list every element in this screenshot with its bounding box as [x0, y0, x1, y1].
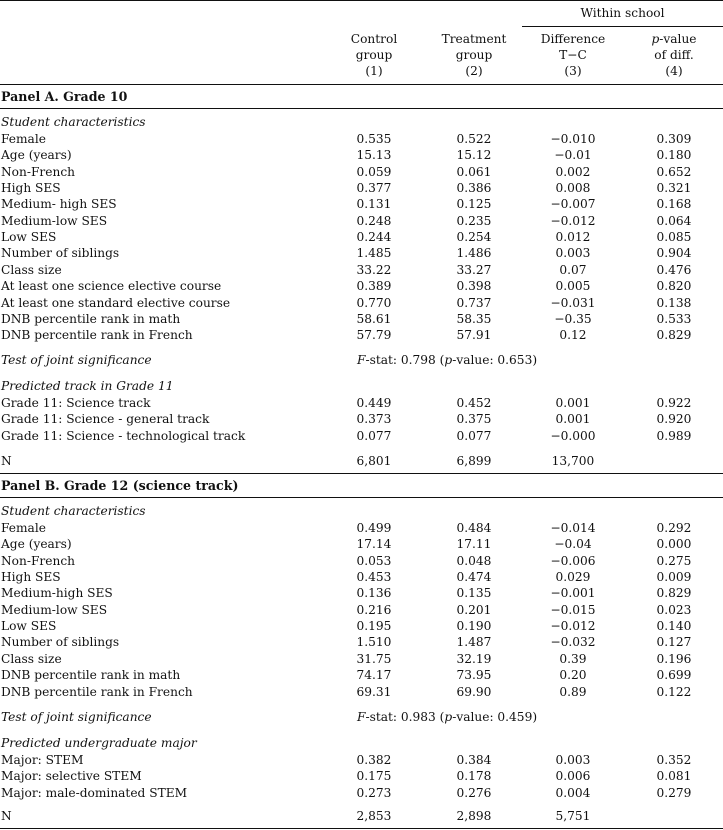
col2-value: 0.398 — [456, 279, 492, 294]
col3-value: 0.001 — [555, 412, 591, 427]
col4-value: 0.122 — [656, 684, 692, 699]
col1-value: 0.273 — [356, 785, 392, 800]
col4-value: 0.127 — [656, 635, 692, 650]
panel-b-joint-row — [0, 709, 723, 725]
f-italic: F — [357, 353, 366, 367]
row-label: Major: male-dominated STEM — [1, 785, 188, 800]
col1-value: 31.75 — [356, 651, 392, 666]
col3-value: 0.89 — [559, 684, 587, 699]
col1-value: 17.14 — [356, 537, 392, 552]
table-row — [0, 196, 723, 212]
col1-value: 69.31 — [356, 684, 392, 699]
table-row — [0, 395, 723, 411]
section-title: Student characteristics — [1, 504, 146, 518]
row-label: Low SES — [1, 619, 57, 634]
col1-value: 0.053 — [356, 553, 392, 568]
panel-b-n-row — [0, 808, 723, 824]
col3-value: −0.015 — [550, 602, 596, 617]
panel-a-student-section — [0, 114, 723, 130]
table-row — [0, 651, 723, 667]
col4-value: 0.168 — [656, 197, 692, 212]
col-header-2-line1: Treatment — [441, 32, 507, 46]
table-row — [0, 278, 723, 294]
n-label: N — [1, 454, 12, 468]
col4-value: 0.922 — [656, 396, 692, 410]
col3-value: −0.007 — [550, 197, 596, 212]
col2-value: 0.522 — [456, 132, 492, 146]
col2-value: 0.484 — [456, 521, 492, 535]
table-row — [0, 245, 723, 261]
bottom-rule — [0, 828, 723, 829]
col4-value: 0.081 — [656, 769, 692, 784]
col-header-4 — [630, 31, 718, 79]
n-col3: 5,751 — [555, 809, 591, 823]
row-label: Female — [1, 521, 46, 535]
col2-value: 57.91 — [456, 328, 492, 343]
col3-value: 0.012 — [555, 230, 591, 245]
joint-test-label: Test of joint significance — [1, 353, 152, 367]
col4-value: 0.829 — [656, 586, 692, 601]
col-header-1-line2: group — [355, 48, 393, 62]
col1-value: 0.535 — [356, 132, 392, 146]
col-header-1-line1: Control — [350, 32, 398, 46]
table-row — [0, 311, 723, 327]
col2-value: 0.254 — [456, 230, 492, 245]
col3-value: −0.04 — [554, 537, 592, 552]
col4-value: 0.309 — [656, 132, 692, 146]
col3-value: −0.032 — [550, 635, 596, 650]
col3-value: −0.014 — [550, 521, 596, 535]
table-row — [0, 295, 723, 311]
section-title: Predicted undergraduate major — [1, 736, 197, 750]
col3-value: 0.003 — [555, 753, 591, 767]
col1-value: 1.510 — [356, 635, 392, 650]
row-label: Class size — [1, 262, 62, 277]
col2-value: 0.384 — [456, 753, 492, 767]
row-label: Non-French — [1, 553, 75, 568]
table-row — [0, 164, 723, 180]
table-row — [0, 602, 723, 618]
col4-value: 0.321 — [656, 181, 692, 196]
col2-value: 58.35 — [456, 311, 492, 326]
p-italic: p — [444, 710, 453, 724]
row-label: High SES — [1, 570, 61, 585]
row-label: Non-French — [1, 164, 75, 179]
col2-value: 0.386 — [456, 181, 492, 196]
col4-value: 0.085 — [656, 230, 692, 245]
col1-value: 1.485 — [356, 246, 392, 261]
table-row — [0, 768, 723, 784]
col4-value: 0.292 — [656, 521, 692, 535]
col3-value: 0.003 — [555, 246, 591, 261]
col1-value: 0.382 — [356, 753, 392, 767]
p-italic: p — [651, 32, 660, 46]
table-row — [0, 428, 723, 444]
table-row — [0, 180, 723, 196]
col3-value: −0.012 — [550, 213, 596, 228]
col3-value: 0.12 — [559, 328, 587, 343]
col4-value: 0.820 — [656, 279, 692, 294]
row-label: Grade 11: Science - technological track — [1, 428, 246, 443]
table-row — [0, 752, 723, 768]
col2-value: 1.487 — [456, 635, 492, 650]
n-col1: 2,853 — [356, 809, 392, 823]
row-label: High SES — [1, 181, 61, 196]
joint-end: -value: 0.653) — [452, 353, 538, 367]
col1-value: 33.22 — [356, 262, 392, 277]
panel-b-predicted-section — [0, 735, 723, 751]
row-label: Age (years) — [1, 537, 72, 552]
col3-value: −0.001 — [550, 586, 596, 601]
col3-value: 0.002 — [555, 164, 591, 179]
row-label: DNB percentile rank in math — [1, 311, 181, 326]
col-header-4-num: (4) — [665, 64, 683, 78]
col2-value: 0.474 — [456, 570, 492, 585]
row-label: Major: STEM — [1, 753, 84, 767]
col4-value: 0.699 — [656, 668, 692, 683]
col-header-3 — [528, 31, 618, 79]
col3-value: 0.008 — [555, 181, 591, 196]
col2-value: 0.061 — [456, 164, 492, 179]
panel-a-title — [0, 89, 723, 105]
col3-value: 0.005 — [555, 279, 591, 294]
col4-value: 0.275 — [656, 553, 692, 568]
panel-a-bottom-rule — [0, 473, 723, 474]
col4-value: 0.180 — [656, 148, 692, 163]
col-header-3-num: (3) — [564, 64, 582, 78]
col2-value: 0.737 — [456, 295, 492, 310]
panel-a-title-text: Panel A. Grade 10 — [1, 89, 128, 104]
col2-value: 0.077 — [456, 428, 492, 443]
table-row — [0, 262, 723, 278]
top-rule — [0, 0, 723, 1]
col3-value: −0.012 — [550, 619, 596, 634]
col4-value: 0.904 — [656, 246, 692, 261]
joint-mid: -stat: 0.983 ( — [365, 710, 445, 724]
panel-a-joint-row — [0, 352, 723, 368]
row-label: Medium-low SES — [1, 602, 108, 617]
row-label: At least one science elective course — [1, 279, 222, 294]
panel-a-predicted-section — [0, 378, 723, 394]
col1-value: 0.131 — [356, 197, 392, 212]
col3-value: −0.031 — [550, 295, 596, 310]
joint-mid: -stat: 0.798 ( — [365, 353, 445, 367]
col2-value: 32.19 — [456, 651, 492, 666]
col3-value: 0.20 — [559, 668, 587, 683]
col2-value: 15.12 — [456, 148, 492, 163]
col2-value: 0.276 — [456, 785, 492, 800]
table-row — [0, 553, 723, 569]
col3-value: 0.004 — [555, 785, 591, 800]
col1-value: 0.449 — [356, 396, 392, 410]
col1-value: 58.61 — [356, 311, 392, 326]
col-header-4-line1 — [630, 31, 718, 47]
col4-value: 0.064 — [656, 213, 692, 228]
row-label: DNB percentile rank in math — [1, 668, 181, 683]
row-label: Grade 11: Science - general track — [1, 412, 210, 427]
table-row — [0, 785, 723, 801]
col-header-3-line1: Difference — [540, 32, 606, 46]
col4-value: 0.279 — [656, 785, 692, 800]
col4-value: 0.352 — [656, 753, 692, 767]
col3-value: 0.001 — [555, 396, 591, 410]
n-col3: 13,700 — [551, 454, 595, 468]
col3-value: −0.000 — [550, 428, 596, 443]
col1-value: 0.389 — [356, 279, 392, 294]
col3-value: 0.07 — [559, 262, 587, 277]
col4-value: 0.989 — [656, 428, 692, 443]
col4-value: 0.023 — [656, 602, 692, 617]
joint-end: -value: 0.459) — [452, 710, 538, 724]
table-row — [0, 411, 723, 427]
col4-value: 0.829 — [656, 328, 692, 343]
row-label: Low SES — [1, 230, 57, 245]
col2-value: 17.11 — [456, 537, 492, 552]
joint-test-value — [357, 709, 537, 725]
col1-value: 0.175 — [356, 769, 392, 784]
joint-test-label: Test of joint significance — [1, 710, 152, 724]
col2-value: 0.235 — [456, 213, 492, 228]
col3-value: −0.006 — [550, 553, 596, 568]
joint-test-value — [357, 352, 537, 368]
table-row — [0, 634, 723, 650]
col3-value: 0.39 — [559, 651, 587, 666]
col2-value: 0.135 — [456, 586, 492, 601]
row-label: Class size — [1, 651, 62, 666]
col1-value: 0.248 — [356, 213, 392, 228]
table-row — [0, 569, 723, 585]
col1-value: 0.195 — [356, 619, 392, 634]
table-row — [0, 131, 723, 147]
col1-value: 0.136 — [356, 586, 392, 601]
f-italic: F — [357, 710, 366, 724]
col-header-3-line2: T−C — [559, 48, 587, 62]
col1-value: 74.17 — [356, 668, 392, 683]
table-row — [0, 536, 723, 552]
col4-value: 0.652 — [656, 164, 692, 179]
p-value-rest: -value — [659, 32, 697, 46]
col2-value: 0.375 — [456, 412, 492, 427]
n-col2: 2,898 — [456, 809, 492, 823]
col3-value: −0.01 — [554, 148, 592, 163]
col4-value: 0.476 — [656, 262, 692, 277]
row-label: Number of siblings — [1, 635, 120, 650]
col2-value: 0.190 — [456, 619, 492, 634]
table-row — [0, 213, 723, 229]
col1-value: 15.13 — [356, 148, 392, 163]
col1-value: 0.373 — [356, 412, 392, 427]
section-title: Student characteristics — [1, 115, 146, 129]
col2-value: 69.90 — [456, 684, 492, 699]
col4-value: 0.138 — [656, 295, 692, 310]
col3-value: 0.006 — [555, 769, 591, 784]
table-row — [0, 520, 723, 536]
table-row — [0, 327, 723, 343]
section-title: Predicted track in Grade 11 — [1, 379, 174, 393]
row-label: Medium-low SES — [1, 213, 108, 228]
col2-value: 0.452 — [456, 396, 492, 410]
col2-value: 0.048 — [456, 553, 492, 568]
col4-value: 0.533 — [656, 311, 692, 326]
row-label: Medium-high SES — [1, 586, 113, 601]
col2-value: 1.486 — [456, 246, 492, 261]
p-italic: p — [444, 353, 453, 367]
n-col2: 6,899 — [456, 454, 492, 468]
n-label: N — [1, 809, 12, 823]
col1-value: 0.499 — [356, 521, 392, 535]
col3-value: −0.010 — [550, 132, 596, 146]
col2-value: 73.95 — [456, 668, 492, 683]
col4-value: 0.196 — [656, 651, 692, 666]
row-label: Age (years) — [1, 148, 72, 163]
col-header-4-line2: of diff. — [654, 48, 694, 62]
col-header-2-num: (2) — [465, 64, 483, 78]
col3-value: 0.029 — [555, 570, 591, 585]
col2-value: 0.125 — [456, 197, 492, 212]
panel-a-rule — [0, 108, 723, 109]
row-label: At least one standard elective course — [1, 295, 231, 310]
row-label: Grade 11: Science track — [1, 396, 151, 410]
table-row — [0, 667, 723, 683]
col4-value: 0.000 — [656, 537, 692, 552]
col1-value: 0.059 — [356, 164, 392, 179]
col4-value: 0.920 — [656, 412, 692, 427]
row-label: Medium- high SES — [1, 197, 117, 212]
table-row — [0, 618, 723, 634]
panel-b-rule — [0, 497, 723, 498]
col-header-2-line2: group — [455, 48, 493, 62]
col-header-1 — [330, 31, 418, 79]
row-label: Female — [1, 132, 46, 146]
panel-b-title — [0, 478, 723, 494]
row-label: DNB percentile rank in French — [1, 684, 193, 699]
within-school-rule — [522, 26, 723, 27]
row-label: Number of siblings — [1, 246, 120, 261]
col1-value: 0.077 — [356, 428, 392, 443]
table-row — [0, 147, 723, 163]
header-bottom-rule — [0, 84, 723, 85]
col1-value: 0.453 — [356, 570, 392, 585]
col3-value: −0.35 — [554, 311, 592, 326]
table-row — [0, 229, 723, 245]
col2-value: 0.201 — [456, 602, 492, 617]
col1-value: 0.377 — [356, 181, 392, 196]
col2-value: 0.178 — [456, 769, 492, 784]
col-header-2 — [430, 31, 518, 79]
col2-value: 33.27 — [456, 262, 492, 277]
row-label: Major: selective STEM — [1, 769, 142, 784]
table-row — [0, 585, 723, 601]
col1-value: 0.770 — [356, 295, 392, 310]
col-header-1-num: (1) — [365, 64, 383, 78]
within-school-label: Within school — [580, 6, 665, 20]
row-label: DNB percentile rank in French — [1, 328, 193, 343]
panel-b-student-section — [0, 503, 723, 519]
panel-a-n-row — [0, 453, 723, 469]
panel-b-title-text: Panel B. Grade 12 (science track) — [1, 478, 239, 493]
table-row — [0, 684, 723, 700]
col1-value: 57.79 — [356, 328, 392, 343]
col4-value: 0.009 — [656, 570, 692, 585]
n-col1: 6,801 — [356, 454, 392, 468]
col1-value: 0.244 — [356, 230, 392, 245]
col1-value: 0.216 — [356, 602, 392, 617]
col4-value: 0.140 — [656, 619, 692, 634]
